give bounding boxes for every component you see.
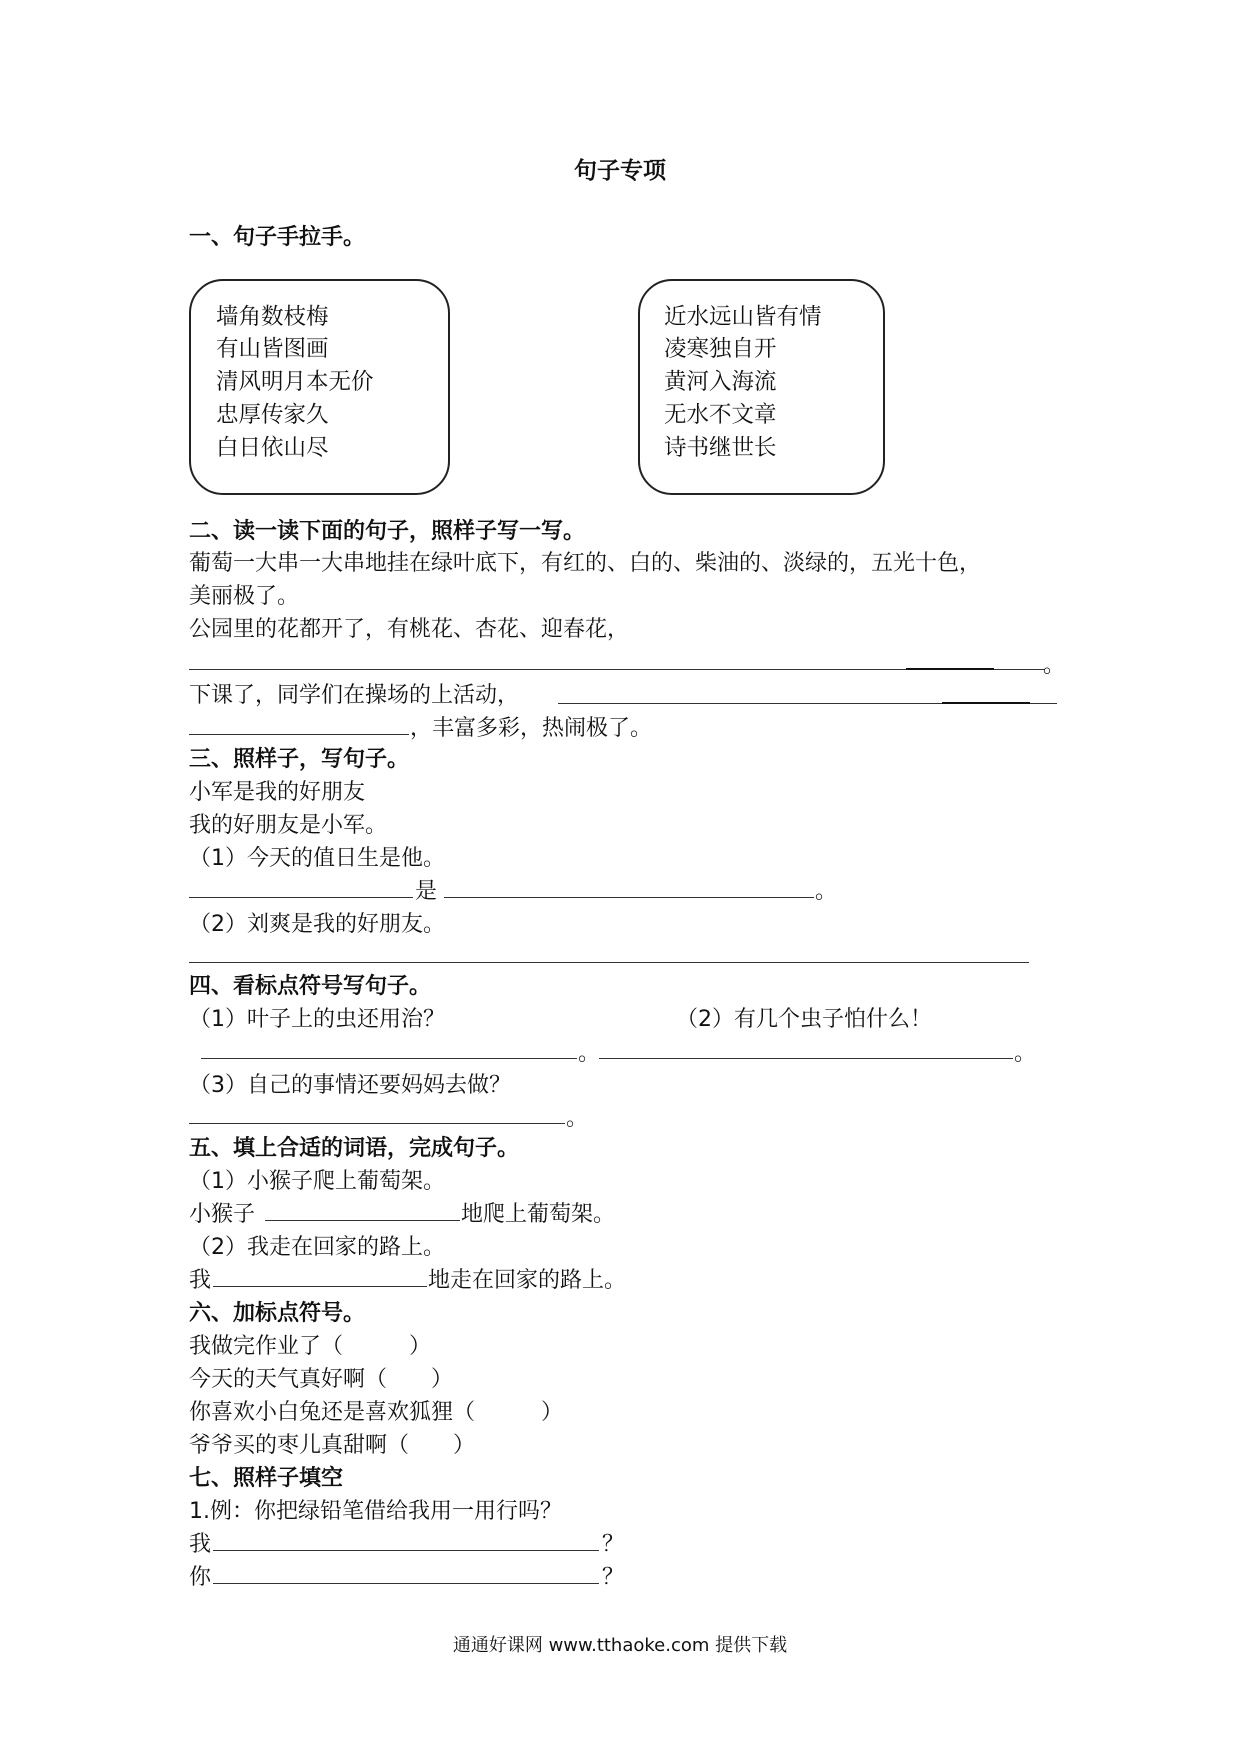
s2-example-line-1: 葡萄一大串一大串地挂在绿叶底下，有红的、白的、柴油的、淡绿的，五光十色， xyxy=(189,551,982,576)
s5-question-2: （2）我走在回家的路上。 xyxy=(189,1235,445,1260)
s4-question-2: （2）有几个虫子怕什么！ xyxy=(676,1007,932,1032)
s4-question-3: （3）自己的事情还要妈妈去做？ xyxy=(189,1073,511,1098)
s4-end-a: 。 xyxy=(578,1041,601,1066)
right-verse-5: 诗书继世长 xyxy=(664,435,777,461)
s4-answer-2[interactable] xyxy=(599,1058,1013,1059)
s4-answer-3[interactable] xyxy=(189,1123,565,1124)
left-verse-4: 忠厚传家久 xyxy=(216,402,329,428)
left-verse-5: 白日依山尽 xyxy=(216,435,329,461)
s5-answer-2-post: 地走在回家的路上。 xyxy=(428,1268,627,1293)
s3-example-1: 小军是我的好朋友 xyxy=(189,780,366,805)
s7-answer-1[interactable] xyxy=(213,1550,599,1551)
s4-answer-1[interactable] xyxy=(201,1058,577,1059)
s6-item-2[interactable]: 今天的天气真好啊（ ） xyxy=(189,1367,454,1392)
section-7-heading: 七、照样子填空 xyxy=(189,1466,344,1491)
s4-question-1: （1）叶子上的虫还用治？ xyxy=(189,1007,445,1032)
s7-answer-2-end: ？ xyxy=(602,1565,625,1590)
s4-end-c: 。 xyxy=(566,1106,589,1131)
s5-answer-1-pre: 小猴子 xyxy=(189,1202,256,1227)
s5-answer-1-post: 地爬上葡萄架。 xyxy=(461,1202,616,1227)
s3-answer-1-mid: 是 xyxy=(415,879,438,904)
s6-item-1[interactable]: 我做完作业了（ ） xyxy=(189,1334,432,1359)
right-verse-3: 黄河入海流 xyxy=(664,369,777,395)
left-verse-3: 清风明月本无价 xyxy=(216,369,374,395)
s3-example-2: 我的好朋友是小军。 xyxy=(189,813,388,838)
section-2-heading: 二、读一读下面的句子，照样子写一写。 xyxy=(189,519,586,544)
s5-answer-2-pre: 我 xyxy=(189,1268,212,1293)
s2-answer-line-2-mark xyxy=(942,702,1030,704)
left-verse-2: 有山皆图画 xyxy=(216,336,329,362)
s2-prompt-2: 下课了，同学们在操场的上活动， xyxy=(189,683,520,708)
s2-answer-line-3[interactable] xyxy=(189,734,409,735)
right-verse-4: 无水不文章 xyxy=(664,402,777,428)
s3-question-2: （2）刘爽是我的好朋友。 xyxy=(189,912,445,937)
section-4-heading: 四、看标点符号写句子。 xyxy=(189,974,432,999)
s2-example-line-2: 美丽极了。 xyxy=(189,584,300,609)
right-verse-2: 凌寒独自开 xyxy=(664,336,777,362)
s2-end-1: 。 xyxy=(1043,653,1066,678)
s7-answer-1-end: ？ xyxy=(602,1532,625,1557)
s4-end-b: 。 xyxy=(1014,1041,1037,1066)
s2-end-2: ，丰富多彩，热闹极了。 xyxy=(410,716,653,741)
section-5-heading: 五、填上合适的词语，完成句子。 xyxy=(189,1136,520,1161)
s7-answer-2[interactable] xyxy=(213,1583,599,1584)
section-3-heading: 三、照样子，写句子。 xyxy=(189,747,410,772)
page-footer: 通通好课网 www.tthaoke.com 提供下载 xyxy=(452,1635,788,1656)
left-verse-1: 墙角数枝梅 xyxy=(216,304,329,330)
s2-prompt-1: 公园里的花都开了，有桃花、杏花、迎春花， xyxy=(189,617,630,642)
s7-answer-2-pre: 你 xyxy=(189,1565,212,1590)
s2-answer-line-1-mark xyxy=(906,668,994,670)
s6-item-3[interactable]: 你喜欢小白兔还是喜欢狐狸（ ） xyxy=(189,1400,564,1425)
s5-question-1: （1）小猴子爬上葡萄架。 xyxy=(189,1169,445,1194)
s3-question-1: （1）今天的值日生是他。 xyxy=(189,846,445,871)
page-title: 句子专项 xyxy=(574,158,666,184)
s7-example: 1.例：你把绿铅笔借给我用一用行吗？ xyxy=(189,1499,562,1524)
right-verse-1: 近水远山皆有情 xyxy=(664,304,822,330)
section-1-heading: 一、句子手拉手。 xyxy=(189,225,366,250)
s5-answer-1[interactable] xyxy=(265,1220,460,1221)
s3-answer-2[interactable] xyxy=(189,962,1029,963)
s5-answer-2[interactable] xyxy=(213,1286,427,1287)
s3-answer-1a[interactable] xyxy=(189,897,413,898)
s7-answer-1-pre: 我 xyxy=(189,1532,212,1557)
section-6-heading: 六、加标点符号。 xyxy=(189,1301,366,1326)
s3-answer-1b[interactable] xyxy=(444,897,814,898)
s3-answer-1-end: 。 xyxy=(815,879,838,904)
s6-item-4[interactable]: 爷爷买的枣儿真甜啊（ ） xyxy=(189,1433,476,1458)
